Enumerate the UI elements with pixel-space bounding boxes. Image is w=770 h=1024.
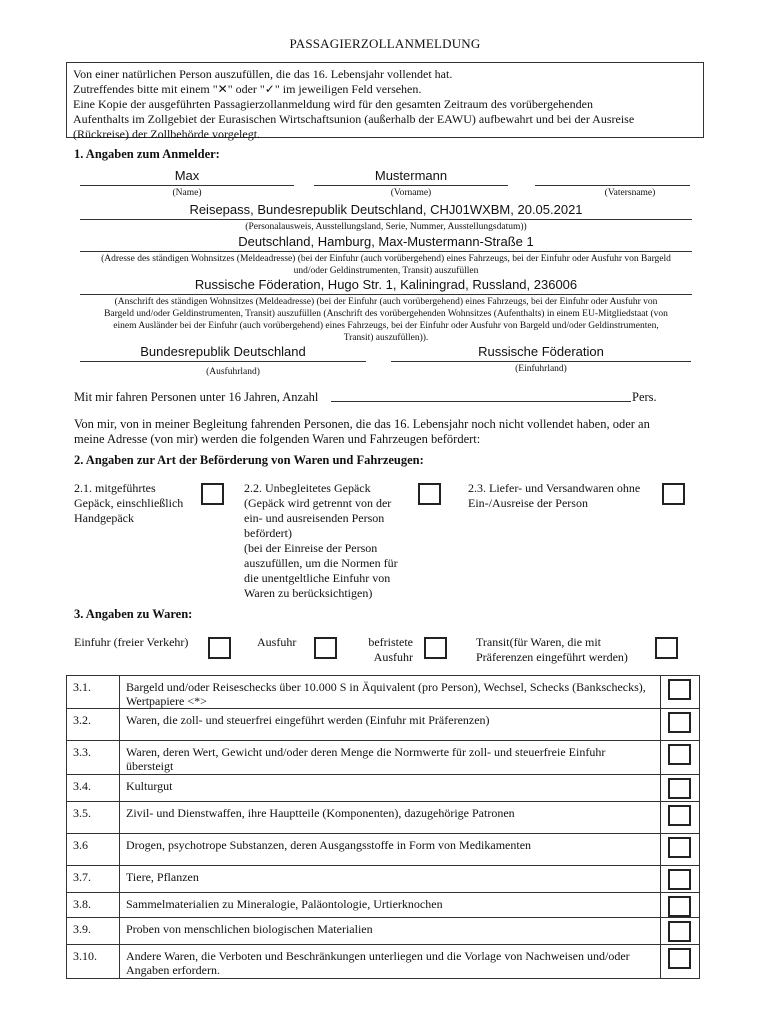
item-number: 3.10. xyxy=(67,945,120,979)
passport-caption: (Personalausweis, Ausstellungsland, Serie, Nummer, Ausstellungsdatum)) xyxy=(245,222,527,232)
item-checkbox-3-7[interactable] xyxy=(668,869,691,890)
checkbox-import-free[interactable] xyxy=(208,637,231,659)
item-checkbox-cell xyxy=(661,834,700,866)
import-country-field[interactable]: Russische Föderation xyxy=(391,344,691,362)
surname-caption: (Vorname) xyxy=(390,188,432,198)
option-2-2-line: die unentgeltliche Einfuhr von xyxy=(244,571,391,585)
surname-field[interactable]: Mustermann xyxy=(314,168,508,186)
option-2-2-line: Waren zu berücksichtigen) xyxy=(244,586,373,600)
item-description: Andere Waren, die Verboten und Beschränkungen unterliegen und die Vorlage von Nachweisen und/oder Angaben erfordern. xyxy=(120,945,661,979)
item-checkbox-cell xyxy=(661,802,700,834)
item-checkbox-cell xyxy=(661,893,700,918)
companions-count-field[interactable] xyxy=(331,389,631,402)
item-checkbox-cell xyxy=(661,741,700,775)
table-row xyxy=(67,802,700,834)
item-checkbox-3-2[interactable] xyxy=(668,712,691,733)
goods-note xyxy=(74,417,650,447)
import-free-label: Einfuhr (freier Verkehr) xyxy=(74,635,189,649)
option-2-2-line: auszufüllen, um die Normen für xyxy=(244,556,398,570)
option-2-2-line: 2.2. Unbegleitetes Gepäck xyxy=(244,481,371,495)
item-checkbox-cell xyxy=(661,775,700,802)
item-checkbox-cell xyxy=(661,709,700,741)
checkbox-2-3[interactable] xyxy=(662,483,685,505)
patronymic-field[interactable] xyxy=(535,168,690,186)
item-checkbox-cell xyxy=(661,945,700,979)
item-checkbox-cell xyxy=(661,676,700,709)
item-number: 3.7. xyxy=(67,866,120,893)
item-description: Sammelmaterialien zu Mineralogie, Paläontologie, Urtierknochen xyxy=(120,893,661,918)
table-row xyxy=(67,741,700,775)
option-2-2-label xyxy=(244,481,398,601)
option-2-1-line: Gepäck, einschließlich xyxy=(74,496,184,510)
temp-export-line: Ausfuhr xyxy=(373,650,413,664)
item-description: Waren, die zoll- und steuerfrei eingeführt werden (Einfuhr mit Präferenzen) xyxy=(120,709,661,741)
instruction-line: Von einer natürlichen Person auszufüllen, die das 16. Lebensjahr vollendet hat. xyxy=(73,67,453,81)
name-field[interactable]: Max xyxy=(80,168,294,186)
item-description: Drogen, psychotrope Substanzen, deren Ausgangsstoffe in Form von Medikamenten xyxy=(120,834,661,866)
option-2-3-line: 2.3. Liefer- und Versandwaren ohne xyxy=(468,481,641,495)
option-2-1-line: 2.1. mitgeführtes xyxy=(74,481,156,495)
item-checkbox-3-5[interactable] xyxy=(668,805,691,826)
instruction-line: Zutreffendes bitte mit einem "✕" oder "✓" im jeweiligen Feld versehen. xyxy=(73,82,422,96)
goods-table xyxy=(66,675,700,979)
item-checkbox-3-4[interactable] xyxy=(668,778,691,799)
option-2-2-line: befördert) xyxy=(244,526,292,540)
option-2-1-label xyxy=(74,481,183,526)
item-description: Proben von menschlichen biologischen Materialien xyxy=(120,918,661,945)
item-description: Kulturgut xyxy=(120,775,661,802)
item-checkbox-cell xyxy=(661,866,700,893)
temp-address-caption xyxy=(70,296,702,344)
option-2-2-line: ein- und ausreisenden Person xyxy=(244,511,385,525)
address-caption-line: (Adresse des ständigen Wohnsitzes (Meldeadresse) (bei der Einfuhr (auch vorübergehend) eines Fahrzeugs, bei der Einfuhr oder Ausfuhr von Bargeld xyxy=(101,254,671,264)
item-number: 3.9. xyxy=(67,918,120,945)
item-description: Waren, deren Wert, Gewicht und/oder deren Menge die Normwerte für zoll- und steuerfreie Einfuhr übersteigt xyxy=(120,741,661,775)
goods-note-line: Von mir, von in meiner Begleitung fahrenden Personen, die das 16. Lebensjahr noch nicht vollendet haben, oder an xyxy=(74,417,650,431)
item-checkbox-cell xyxy=(661,918,700,945)
table-row xyxy=(67,676,700,709)
temp-export-line: befristete xyxy=(368,635,413,649)
checkbox-temp-export[interactable] xyxy=(424,637,447,659)
instructions-box xyxy=(66,62,704,141)
companions-suffix: Pers. xyxy=(632,390,657,404)
checkbox-transit[interactable] xyxy=(655,637,678,659)
item-checkbox-3-10[interactable] xyxy=(668,948,691,969)
table-row xyxy=(67,945,700,979)
item-checkbox-3-1[interactable] xyxy=(668,679,691,700)
instruction-line: Aufenthalts im Zollgebiet der Eurasischen Wirtschaftsunion (außerhalb der EAWU) aufbewahrt und bei der Ausreise xyxy=(73,112,635,126)
temp-address-caption-line: einem Ausländer bei der Einfuhr (auch vorübergehend) eines Fahrzeugs, bei der Einfuhr oder Ausfuhr von Bargeld und/oder Geldinstrumenten, xyxy=(113,321,659,331)
item-description: Zivil- und Dienstwaffen, ihre Hauptteile (Komponenten), dazugehörige Patronen xyxy=(120,802,661,834)
temp-address-caption-line: Transit) auszufüllen)). xyxy=(343,333,429,343)
item-checkbox-3-9[interactable] xyxy=(668,921,691,942)
item-checkbox-3-3[interactable] xyxy=(668,744,691,765)
transit-line: Transit(für Waren, die mit xyxy=(476,635,602,649)
checkbox-2-1[interactable] xyxy=(201,483,224,505)
temp-address-caption-line: (Anschrift des ständigen Wohnsitzes (Meldeadresse) (bei der Einfuhr (auch vorübergehend) eines Fahrzeugs, bei der Einfuhr oder Ausfuhr von xyxy=(114,297,658,307)
address-caption xyxy=(70,253,702,277)
checkbox-2-2[interactable] xyxy=(418,483,441,505)
section-2-heading: 2. Angaben zur Art der Beförderung von Waren und Fahrzeugen: xyxy=(74,453,424,467)
item-number: 3.2. xyxy=(67,709,120,741)
checkbox-export[interactable] xyxy=(314,637,337,659)
export-country-caption: (Ausfuhrland) xyxy=(206,367,260,377)
export-country-field[interactable]: Bundesrepublik Deutschland xyxy=(80,344,366,362)
instruction-line: (Rückreise) der Zollbehörde vorgelegt. xyxy=(73,127,261,141)
temp-export-label xyxy=(355,635,413,665)
item-number: 3.8. xyxy=(67,893,120,918)
item-checkbox-3-6[interactable] xyxy=(668,837,691,858)
item-checkbox-3-8[interactable] xyxy=(668,896,691,917)
item-number: 3.6 xyxy=(67,834,120,866)
item-number: 3.4. xyxy=(67,775,120,802)
name-caption: (Name) xyxy=(172,188,202,198)
transit-label xyxy=(476,635,628,665)
item-number: 3.3. xyxy=(67,741,120,775)
temp-address-caption-line: Bargeld und/oder Geldinstrumenten, Transit) auszufüllen (Anschrift des vorübergehenden Wohnsitzes (Aufenthalts) in einem EU-Mitgliedstaat (von xyxy=(104,309,668,319)
table-row xyxy=(67,866,700,893)
section-1-heading: 1. Angaben zum Anmelder: xyxy=(74,147,220,161)
item-number: 3.5. xyxy=(67,802,120,834)
table-row xyxy=(67,893,700,918)
table-row xyxy=(67,775,700,802)
instruction-line: Eine Kopie der ausgeführten Passagierzollanmeldung wird für den gesamten Zeitraum des vorübergehenden xyxy=(73,97,593,111)
patronymic-caption: (Vatersname) xyxy=(604,188,656,198)
address-field[interactable]: Deutschland, Hamburg, Max-Mustermann-Straße 1 xyxy=(80,234,692,252)
import-country-caption: (Einfuhrland) xyxy=(515,364,567,374)
option-2-2-line: (Gepäck wird getrennt von der xyxy=(244,496,392,510)
transit-line: Präferenzen eingeführt werden) xyxy=(476,650,628,664)
item-number: 3.1. xyxy=(67,676,120,709)
passport-field[interactable]: Reisepass, Bundesrepublik Deutschland, CHJ01WXBM, 20.05.2021 xyxy=(80,202,692,220)
form-title: PASSAGIERZOLLANMELDUNG xyxy=(289,36,481,51)
section-3-heading: 3. Angaben zu Waren: xyxy=(74,607,193,621)
option-2-2-line: (bei der Einreise der Person xyxy=(244,541,378,555)
item-description: Bargeld und/oder Reiseschecks über 10.000 S in Äquivalent (pro Person), Wechsel, Schecks (Bankschecks), Wertpapiere <*> xyxy=(120,676,661,709)
table-row xyxy=(67,918,700,945)
temp-address-field[interactable]: Russische Föderation, Hugo Str. 1, Kaliningrad, Russland, 236006 xyxy=(80,277,692,295)
goods-note-line: meine Adresse (von mir) werden die folgenden Waren und Fahrzeugen befördert: xyxy=(74,432,481,446)
table-row xyxy=(67,709,700,741)
option-2-3-label xyxy=(468,481,640,511)
companions-label: Mit mir fahren Personen unter 16 Jahren, Anzahl xyxy=(74,390,319,404)
address-caption-line: und/oder Geldinstrumenten, Transit) auszufüllen xyxy=(293,266,479,276)
option-2-3-line: Ein-/Ausreise der Person xyxy=(468,496,588,510)
export-label: Ausfuhr xyxy=(257,635,297,649)
table-row xyxy=(67,834,700,866)
option-2-1-line: Handgepäck xyxy=(74,511,134,525)
item-description: Tiere, Pflanzen xyxy=(120,866,661,893)
